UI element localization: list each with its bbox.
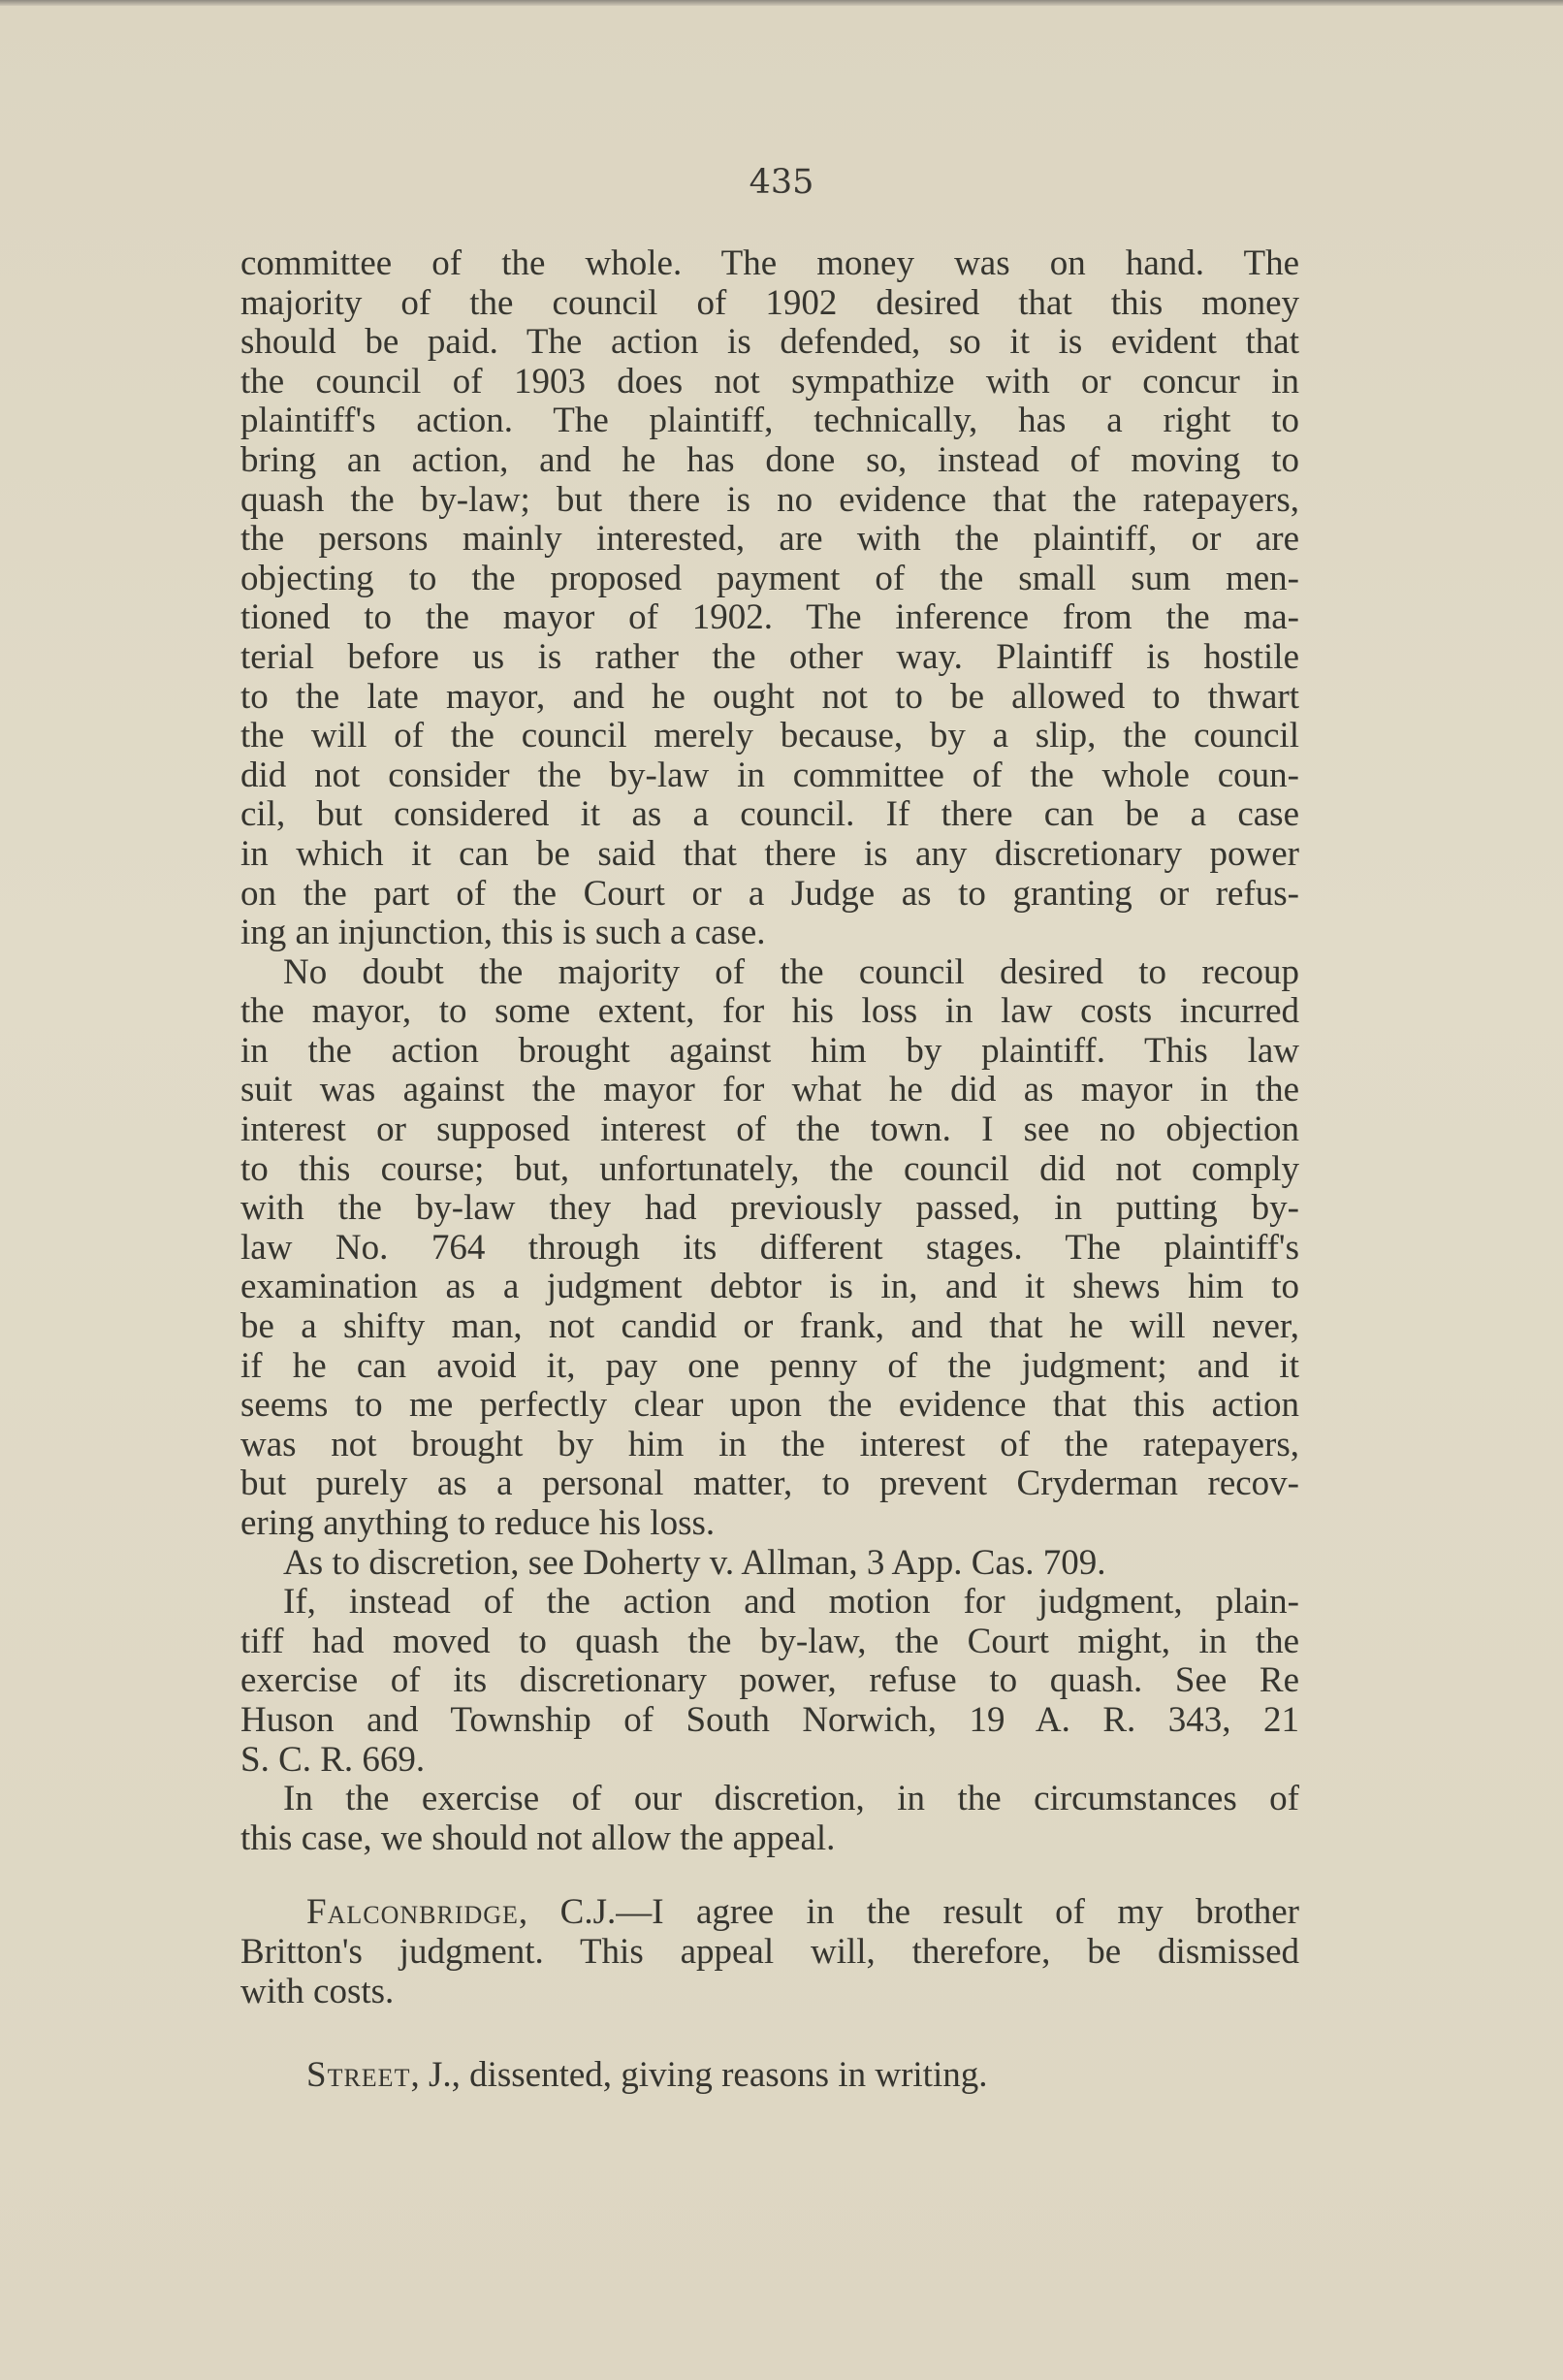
paragraph-5 — [240, 1780, 1299, 1858]
spacer — [240, 2011, 1299, 2056]
falconbridge-opinion — [240, 1893, 1299, 2011]
paragraph-4 — [240, 1583, 1299, 1780]
text-line: on the part of the Court or a Judge as to granting or refus- — [240, 873, 1299, 914]
text-line: tiff had moved to quash the by-law, the Court might, in the — [240, 1621, 1299, 1661]
text-line: terial before us is rather the other way. Plaintiff is hostile — [240, 636, 1299, 677]
text-line: the will of the council merely because, by a slip, the council — [240, 716, 1299, 756]
body-text — [240, 244, 1299, 2096]
text-line: No doubt the majority of the council desired to recoup — [283, 951, 1299, 992]
judge-name: Street — [306, 2055, 411, 2096]
text-line: the council of 1903 does not sympathize with or concur in — [240, 361, 1299, 402]
text-line: majority of the council of 1902 desired that this money — [240, 282, 1299, 323]
text-line: to the late mayor, and he ought not to be allowed to thwart — [240, 676, 1299, 717]
text-line: plaintiff's action. The plaintiff, technically, has a right to — [240, 401, 1299, 441]
text-line — [240, 2056, 1299, 2096]
text-line: Britton's judgment. This appeal will, therefore, be dismissed — [240, 1931, 1299, 1972]
text-line: objecting to the proposed payment of the small sum men- — [240, 558, 1299, 598]
text-line — [240, 1893, 1299, 1933]
text-line: should be paid. The action is defended, so it is evident that — [240, 322, 1299, 363]
text-line: law No. 764 through its different stages. The plaintiff's — [240, 1227, 1299, 1268]
text-line: committee of the whole. The money was on hand. The — [240, 243, 1299, 283]
text-line: If, instead of the action and motion for judgment, plain- — [283, 1582, 1299, 1623]
text-line: quash the by-law; but there is no evidence that the ratepayers, — [240, 479, 1299, 520]
text-line: did not consider the by-law in committee of the whole coun- — [240, 755, 1299, 795]
text-line: S. C. R. 669. — [240, 1739, 426, 1780]
street-opinion — [240, 2056, 1299, 2096]
text-line: the mayor, to some extent, for his loss in law costs incurred — [240, 991, 1299, 1032]
text-line: tioned to the mayor of 1902. The inference from the ma- — [240, 597, 1299, 638]
text-line: in which it can be said that there is any discretionary power — [240, 833, 1299, 874]
page-number: 435 — [749, 163, 814, 202]
text-line: cil, but considered it as a council. If there can be a case — [240, 794, 1299, 835]
text-line: the persons mainly interested, are with the plaintiff, or are — [240, 519, 1299, 560]
text-line: interest or supposed interest of the town. I see no objection — [240, 1110, 1299, 1150]
text-line: seems to me perfectly clear upon the evidence that this action — [240, 1385, 1299, 1426]
text-line: be a shifty man, not candid or frank, and that he will never, — [240, 1306, 1299, 1347]
paragraph-1 — [240, 244, 1299, 953]
text-line: with the by-law they had previously passed, in putting by- — [240, 1188, 1299, 1229]
text-line: in the action brought against him by plaintiff. This law — [240, 1030, 1299, 1071]
page-top-edge — [0, 0, 1563, 6]
opinion-text: , J., dissented, giving reasons in writing. — [410, 2055, 988, 2096]
paragraph-2 — [240, 953, 1299, 1544]
text-line: suit was against the mayor for what he did as mayor in the — [240, 1070, 1299, 1110]
judge-name: Falconbridge — [306, 1892, 519, 1933]
text-line: to this course; but, unfortunately, the council did not comply — [240, 1148, 1299, 1189]
text-line: but purely as a personal matter, to prevent Cryderman recov- — [240, 1463, 1299, 1504]
text-line: As to discretion, see Doherty v. Allman, 3 App. Cas. 709. — [283, 1542, 1106, 1583]
text-line: In the exercise of our discretion, in the circumstances of — [283, 1779, 1299, 1819]
text-line: Huson and Township of South Norwich, 19 A. R. 343, 21 — [240, 1699, 1299, 1740]
text-line: ing an injunction, this is such a case. — [240, 913, 766, 953]
text-line: with costs. — [240, 1971, 395, 2011]
text-line: bring an action, and he has done so, instead of moving to — [240, 439, 1299, 480]
text-line: ering anything to reduce his loss. — [240, 1503, 716, 1543]
text-line: was not brought by him in the interest of the ratepayers, — [240, 1424, 1299, 1464]
spacer — [240, 1858, 1299, 1893]
opinion-text: , C.J.—I agree in the result of my brother — [518, 1892, 1299, 1933]
text-line: examination as a judgment debtor is in, and it shews him to — [240, 1267, 1299, 1307]
text-line: if he can avoid it, pay one penny of the judgment; and it — [240, 1345, 1299, 1386]
text-line: this case, we should not allow the appeal. — [240, 1817, 836, 1858]
paragraph-3 — [240, 1544, 1299, 1584]
text-line: exercise of its discretionary power, refuse to quash. See Re — [240, 1660, 1299, 1701]
